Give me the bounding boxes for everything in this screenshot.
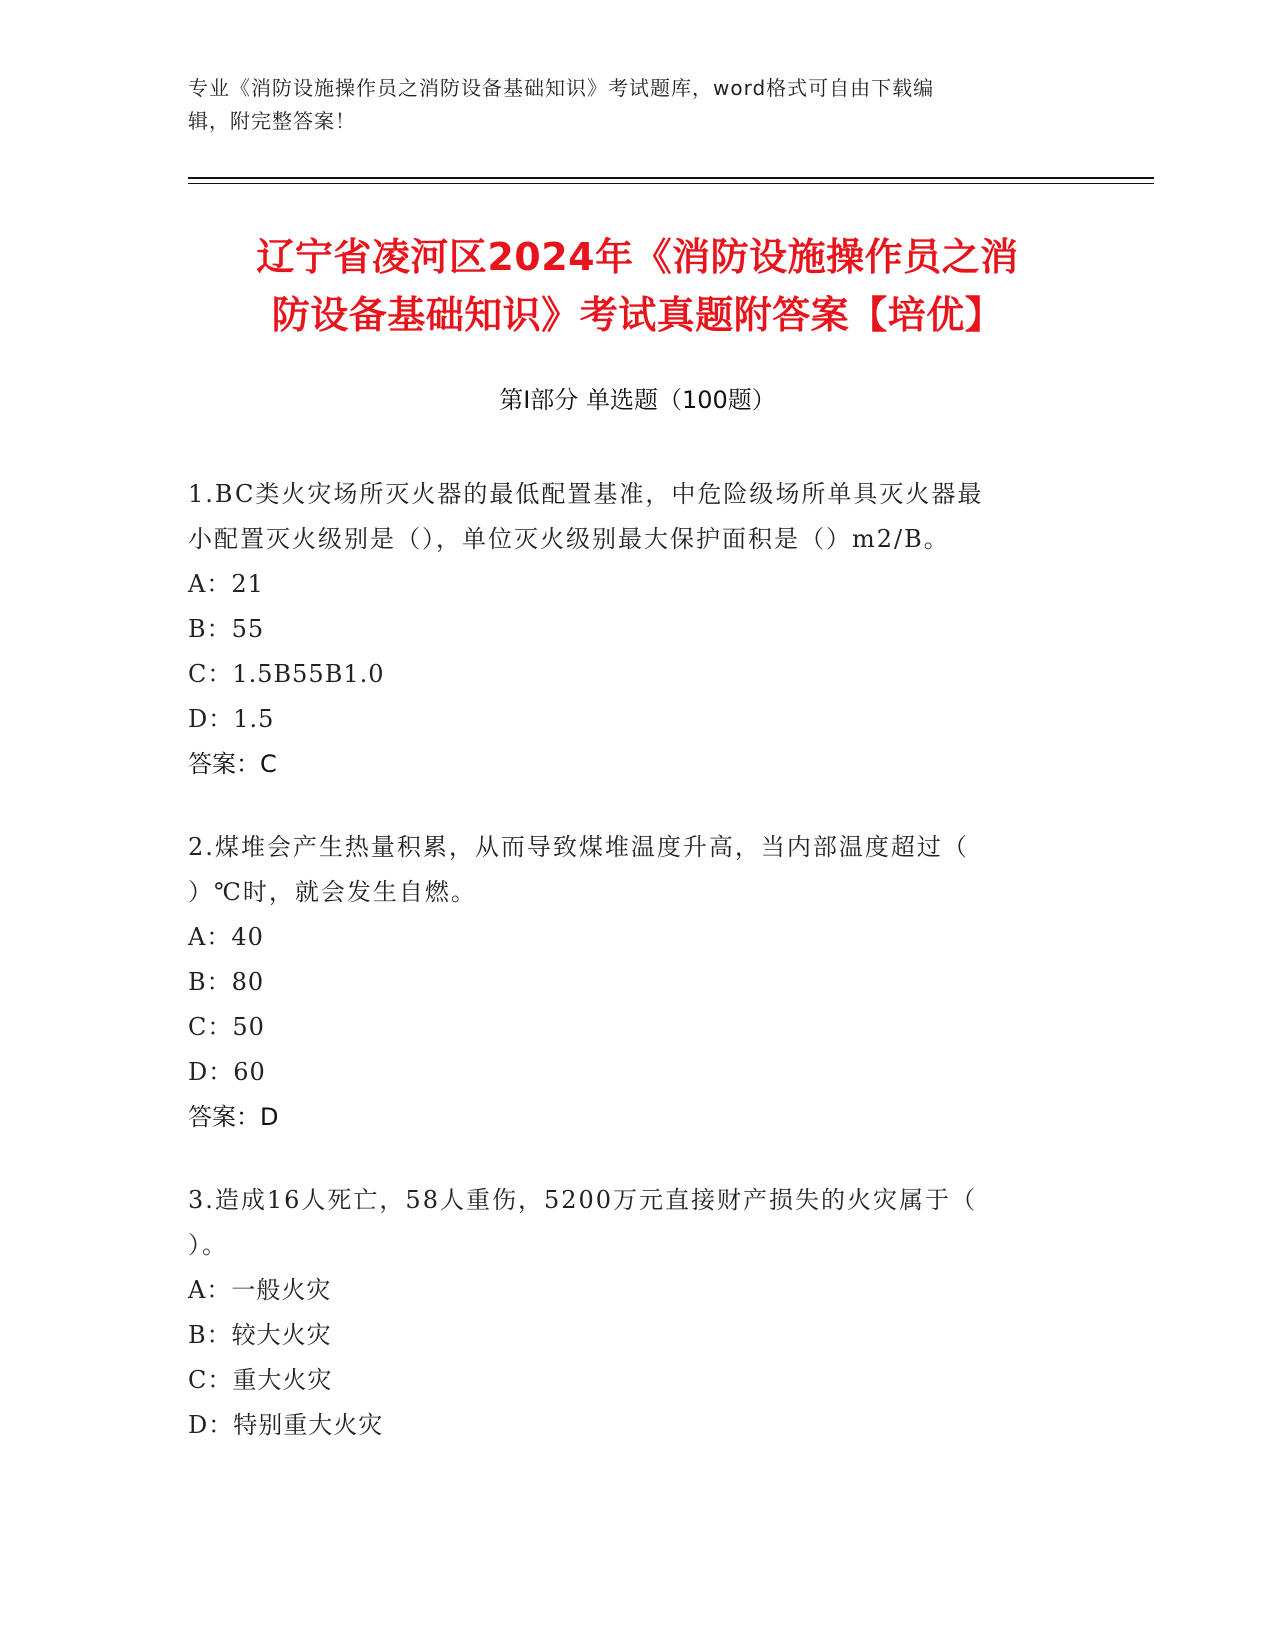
question-stem-line: 1.BC类火灾场所灭火器的最低配置基准，中危险级场所单具灭火器最 (188, 480, 984, 508)
document-title (150, 228, 1125, 344)
question-stem-line: ）℃时，就会发生自燃。 (188, 878, 477, 906)
header-note (188, 72, 1088, 138)
question-stem-line: ）。 (188, 1231, 228, 1259)
answer-text: 答案：C (188, 750, 277, 778)
question-list (188, 472, 1068, 1486)
question-2 (188, 825, 1068, 1140)
option-b: B：较大火灾 (188, 1321, 332, 1349)
option-c: C：重大火灾 (188, 1366, 333, 1394)
option-a: A：一般火灾 (188, 1276, 332, 1304)
document-title-line-1: 辽宁省凌河区2024年《消防设施操作员之消 (256, 235, 1019, 279)
option-b: B：80 (188, 968, 265, 996)
question-stem (188, 1178, 1068, 1268)
option-d: D：1.5 (188, 705, 275, 733)
option-d: D：特别重大火灾 (188, 1411, 384, 1439)
question-stem (188, 825, 1068, 915)
question-3 (188, 1178, 1068, 1448)
header-note-line-1: 专业《消防设施操作员之消防设备基础知识》考试题库，word格式可自由下载编 (188, 76, 935, 100)
header-divider-thin (188, 183, 1154, 184)
option-a: A：21 (188, 570, 264, 598)
question-stem-line: 小配置灭火级别是（），单位灭火级别最大保护面积是（）m2/B。 (188, 525, 950, 553)
answer-text: 答案：D (188, 1103, 279, 1131)
document-title-line-2: 防设备基础知识》考试真题附答案【培优】 (271, 293, 1004, 337)
option-b: B：55 (188, 615, 265, 643)
question-stem (188, 472, 1068, 562)
option-a: A：40 (188, 923, 264, 951)
section-title: 第I部分 单选题（100题） (499, 386, 776, 414)
question-1 (188, 472, 1068, 787)
option-c: C：1.5B55B1.0 (188, 660, 385, 688)
option-d: D：60 (188, 1058, 266, 1086)
header-note-line-2: 辑，附完整答案！ (188, 109, 356, 133)
header-divider-thick (188, 177, 1154, 179)
question-stem-line: 2.煤堆会产生热量积累，从而导致煤堆温度升高，当内部温度超过（ (188, 833, 969, 861)
question-stem-line: 3.造成16人死亡，58人重伤，5200万元直接财产损失的火灾属于（ (188, 1186, 978, 1214)
option-c: C：50 (188, 1013, 265, 1041)
